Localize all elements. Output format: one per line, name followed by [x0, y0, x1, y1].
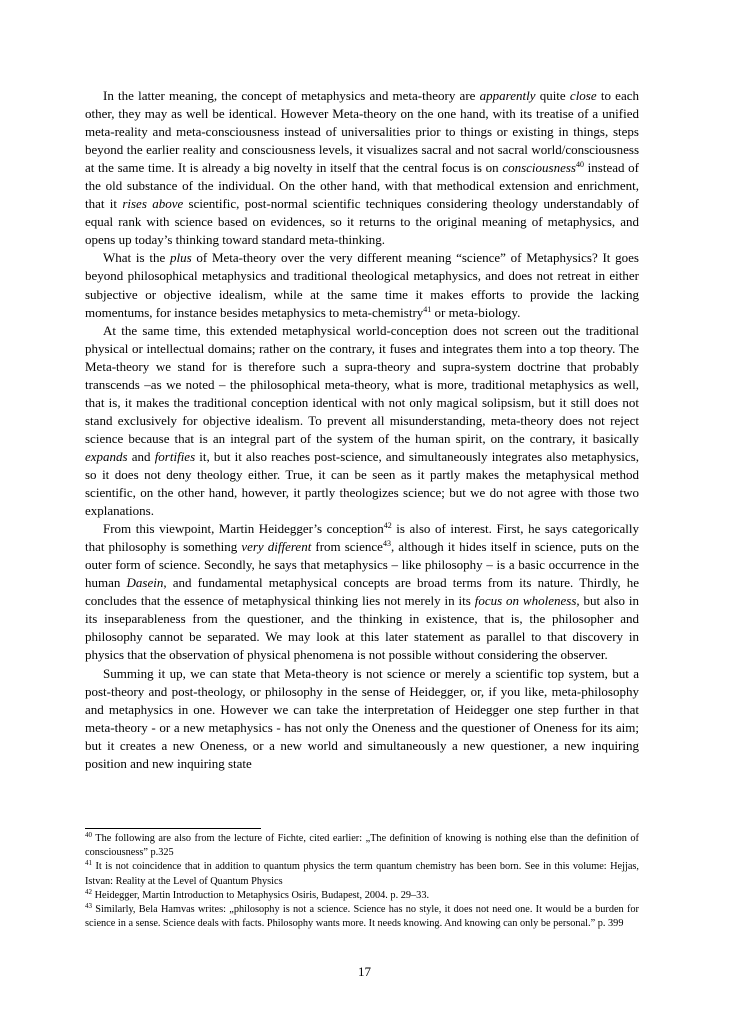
text-run: From this viewpoint, Martin Heidegger’s conception — [103, 521, 384, 537]
text-run: is also of interest. First, he says categorically that philosophy is something — [85, 521, 639, 555]
footnote-40 — [85, 832, 639, 860]
italic-run: apparently — [479, 88, 536, 103]
footnote-ref-42[interactable]: 42 — [383, 521, 392, 531]
text-run: it, but it also reaches post-science, and simultaneously integrates also metaphysics, so it does not deny theology either. True, it can be seen as it partly makes the metaphysical method scientific, on the other hand, however, it partly theologizes science; but we do not agree with those two explanations. — [85, 448, 639, 519]
footnote-number: 40 — [85, 831, 92, 839]
footnote-42 — [85, 889, 639, 903]
text-run: quite — [535, 88, 570, 103]
italic-run: focus on wholeness, — [474, 593, 580, 609]
text-run: , although it hides itself in science, puts on the outer form of science. Secondly, he says that metaphysics – like philosophy – is a basic occurrence in the human — [85, 539, 639, 591]
footnote-41 — [85, 860, 639, 888]
italic-run: rises above — [122, 196, 184, 212]
footnote-number: 41 — [85, 859, 92, 868]
text-run: Summing it up, we can state that Meta-theory is not science or merely a scientific top system, but a post-theory and post-theology, or philosophy in the sense of Heidegger, or, if you like, meta-philosophy and metaphysics in one. However we can take the interpretation of Heidegger one step further in that meta-theory - or a new metaphysics - has not only the Oneness and the questioner of Oneness for its aim; but it creates a new Oneness, or a new world and simultaneously a new questioner, a new inquiring position and new inquiring state — [85, 665, 639, 771]
italic-run: plus — [169, 250, 192, 266]
page-number: 17 — [358, 964, 371, 979]
footnote-number: 42 — [85, 887, 92, 896]
text-run: of Meta-theory over the very different meaning “science” of Metaphysics? It goes beyond philosophical metaphysics and traditional theological metaphysics, and does not retreat in either subjective or objective idealism, while at the same time it makes efforts to provide the lacking momentums, for instance besides metaphysics to meta-chemistry — [85, 250, 639, 320]
footnote-ref-43[interactable]: 43 — [382, 539, 391, 549]
italic-run: very different — [241, 539, 312, 555]
paragraph-1 — [85, 87, 639, 249]
body-text — [85, 87, 639, 773]
footnote-divider — [85, 828, 261, 829]
text-run: scientific, post-normal scientific techniques considering theology understandably of equal rank with science based on evidences, so it returns to the original meaning of metaphysics, and opens up today’s thinking toward standard meta-thinking. — [85, 196, 639, 248]
footnote-text: It is not coincidence that in addition to quantum physics the term quantum chemistry has been born. See in this volume: Hejjas, Istvan: Reality at the Level of Quantum Physics — [85, 861, 639, 887]
footnote-text: The following are also from the lecture of Fichte, cited earlier: „The definition of knowing is nothing else than the definition of consciousness” p.325 — [85, 833, 639, 859]
text-run: but also in its inseparableness from the questioner, and the thinking in existence, that is, the philosopher and philosophy cannot be separated. We may look at this later statement as parallel to that discovery in physics that the observation of physical phenomena is not possible without considering the observer. — [85, 593, 639, 663]
italic-run: consciousness — [502, 160, 576, 176]
text-run: instead of the old substance of the individual. On the other hand, with that methodical extension and enrichment, that it — [85, 160, 639, 212]
text-run: from science — [311, 539, 383, 555]
text-run: , and fundamental metaphysical concepts are broad terms from its nature. Thirdly, he concludes that the essence of metaphysical thinking lies not merely in its — [85, 575, 639, 609]
text-run: or meta-biology. — [431, 304, 521, 320]
italic-run: expands — [85, 448, 128, 464]
footnote-ref-41[interactable]: 41 — [423, 304, 432, 314]
paragraph-3 — [85, 322, 639, 521]
italic-run: fortifies — [154, 448, 196, 464]
paragraph-4 — [85, 520, 639, 664]
footnote-ref-40[interactable]: 40 — [576, 160, 584, 170]
text-run: In the latter meaning, the concept of metaphysics and meta-theory are — [103, 88, 480, 103]
italic-run: close — [569, 88, 597, 103]
footnote-text: Similarly, Bela Hamvas writes: „philosophy is not a science. Science has no style, it does not need one. It would be a burden for science in a sense. Science deals with facts. Philosophy wants more. It needs knowing. And knowing can only be personal.” p. 399 — [85, 904, 639, 930]
text-run: and — [127, 448, 155, 464]
text-run: to each other, they may as well be identical. However Meta-theory on the one hand, with its treatise of a unified meta-reality and meta-consciousness instead of universalities prior to things or existing in things, steps beyond the earlier reality and consciousness levels, it visualizes sacral and not sacral world/consciousness at the same time. It is already a big novelty in itself that the central focus is on — [85, 88, 639, 176]
paragraph-2 — [85, 249, 639, 321]
text-run: What is the — [103, 250, 170, 266]
italic-run: Dasein — [126, 575, 164, 591]
footnote-number: 43 — [85, 902, 92, 911]
footnote-43 — [85, 903, 639, 931]
paragraph-5 — [85, 665, 639, 773]
text-run: At the same time, this extended metaphysical world-conception does not screen out the traditional physical or intellectual domains; rather on the contrary, it fuses and integrates them into a top theory. The Meta-theory we stand for is therefore such a supra-theory and supra-system doctrine that probably transcends –as we noted – the philosophical meta-theory, what is more, traditional metaphysics as well, that is, it makes the traditional conception identical with not only magical solipsism, but it still does not stand exclusively for objective idealism. To prevent all misunderstanding, meta-theory does not reject science because that is an integral part of the system of the human spirit, on the contrary, it basically — [85, 322, 639, 446]
footnotes — [85, 832, 639, 931]
footnote-text: Heidegger, Martin Introduction to Metaphysics Osiris, Budapest, 2004. p. 29–33. — [92, 889, 430, 901]
